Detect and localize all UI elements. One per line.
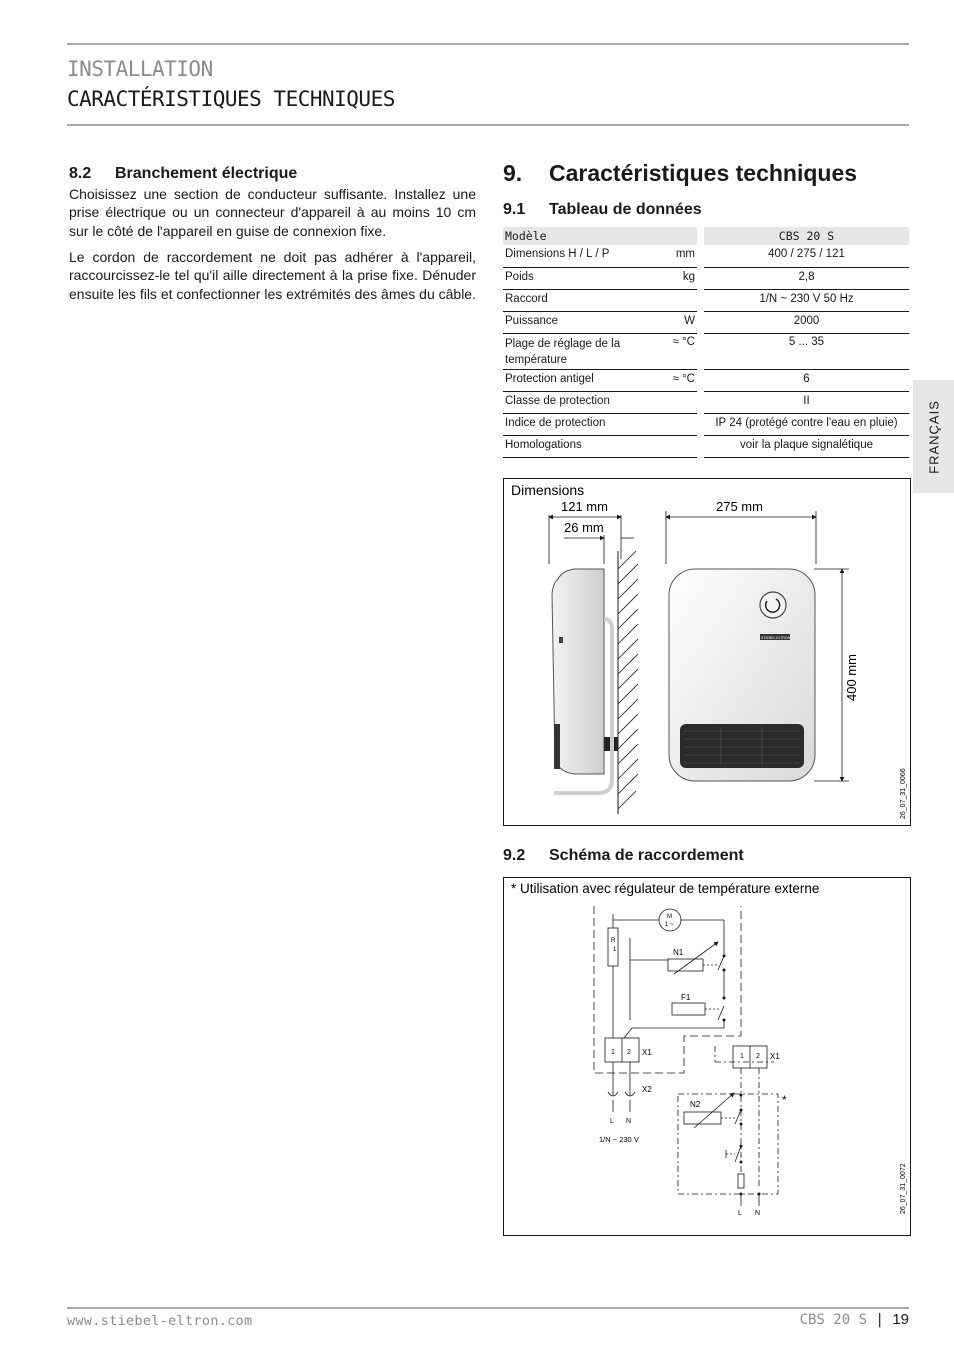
l-label: L: [610, 1118, 614, 1125]
footer-url: www.stiebel-eltron.com: [67, 1313, 253, 1329]
header-bottom-rule: [67, 124, 909, 126]
row-unit: W: [653, 311, 697, 333]
section-9-2-heading: [503, 847, 744, 865]
table-row: [503, 369, 909, 391]
header-top-rule: [67, 43, 909, 45]
row-label: Plage de réglage de la température: [503, 333, 653, 369]
figure-code: 26_07_31_0066: [900, 768, 907, 819]
paragraph-2: Le cordon de raccordement ne doit pas adhérer à l'appareil, raccourcissez-le tel qu'il aille directement à la prise fixe. Dénuder ensuite les fils et confectionner les extrémités des âmes du câble.: [69, 249, 476, 302]
data-table: [503, 227, 909, 458]
footer-separator: |: [875, 1312, 884, 1328]
section-title: Branchement électrique: [115, 165, 298, 182]
row-label: Protection antigel: [503, 369, 653, 391]
row-label: Poids: [503, 267, 653, 289]
supply-label: 1/N ~ 230 V: [599, 1135, 639, 1144]
row-label: Raccord: [503, 289, 653, 311]
terminal-1-label: 1: [740, 1053, 744, 1060]
language-tab: [913, 380, 954, 493]
row-unit: [653, 435, 697, 457]
section-title: Tableau de données: [549, 201, 702, 218]
paragraph-1: Choisissez une section de conducteur suffisante. Installez une prise électrique ou un connecteur d'appareil à au moins 10 cm sur le côté de l'appareil en guise de connexion fixe.: [69, 186, 476, 239]
section-number: 9.2: [503, 847, 526, 864]
x1-label: X1: [642, 1048, 652, 1057]
row-value: 2,8: [704, 267, 909, 289]
chapter-9-heading: [503, 160, 858, 187]
wiring-note: * Utilisation avec régulateur de température externe: [511, 881, 820, 896]
figure-code: 26_07_31_0072: [900, 1163, 907, 1214]
wall-hatching: [618, 551, 638, 809]
table-header-row: [503, 227, 909, 245]
section-9-1-heading: [503, 201, 702, 219]
row-label: Puissance: [503, 311, 653, 333]
page-number: 19: [892, 1311, 909, 1328]
fuse-icon: [738, 1174, 744, 1188]
svg-text:1 ~: 1 ~: [665, 922, 674, 928]
language-label: FRANÇAIS: [926, 399, 941, 474]
thermostat-knob-icon: [760, 592, 786, 618]
terminal-2-label: 2: [756, 1053, 760, 1060]
motor-label: M: [667, 914, 672, 920]
table-row: [503, 245, 909, 267]
row-value: II: [704, 391, 909, 413]
x1-label: X1: [770, 1052, 780, 1061]
footer-model: CBS 20 S: [799, 1312, 867, 1328]
row-value: IP 24 (protégé contre l'eau en pluie): [704, 413, 909, 435]
row-unit: kg: [653, 267, 697, 289]
row-value: 1/N ~ 230 V 50 Hz: [704, 289, 909, 311]
row-label: Classe de protection: [503, 391, 653, 413]
row-value: 6: [704, 369, 909, 391]
external-star: *: [782, 1093, 787, 1107]
table-row: [503, 289, 909, 311]
row-label: Homologations: [503, 435, 653, 457]
wiring-diagram: [503, 877, 911, 1236]
header-section-label: INSTALLATION: [67, 57, 213, 81]
wiring-drawing: [504, 878, 910, 1235]
row-unit: [653, 391, 697, 413]
dim-121: 121 mm: [561, 499, 608, 514]
f1-label: F1: [681, 993, 691, 1002]
section-number: 9.1: [503, 201, 526, 218]
row-unit: [653, 413, 697, 435]
table-row: [503, 311, 909, 333]
n-label: N: [755, 1210, 761, 1217]
brand-label: STIEBEL ELTRON: [761, 636, 791, 640]
row-label: Indice de protection: [503, 413, 653, 435]
table-header-label: Modèle: [503, 227, 697, 245]
n1-label: N1: [673, 948, 684, 957]
row-value: 2000: [704, 311, 909, 333]
r1-label: R: [611, 938, 616, 944]
limiter-f1: [672, 1003, 705, 1015]
row-unit: [653, 289, 697, 311]
table-row: [503, 413, 909, 435]
dimensions-drawing: [504, 479, 910, 825]
row-value: 5 ... 35: [704, 333, 909, 369]
terminal-2-label: 2: [627, 1049, 631, 1056]
row-unit: ≈ °C: [653, 333, 697, 369]
row-unit: mm: [653, 245, 697, 267]
dimensions-title: Dimensions: [511, 482, 585, 498]
l-label: L: [738, 1210, 742, 1217]
row-label: Dimensions H / L / P: [503, 245, 653, 267]
n2-label: N2: [690, 1100, 701, 1109]
table-row: [503, 391, 909, 413]
terminal-1-label: 1: [611, 1049, 615, 1056]
table-row: [503, 435, 909, 457]
row-value: 400 / 275 / 121: [704, 245, 909, 267]
x2-label: X2: [642, 1085, 652, 1094]
footer-page-info: [800, 1311, 909, 1328]
section-8-2-heading: [69, 165, 298, 183]
thermostat-n1: [668, 959, 703, 971]
chapter-title: Caractéristiques techniques: [549, 160, 858, 186]
section-title: Schéma de raccordement: [549, 847, 744, 864]
dim-275: 275 mm: [716, 499, 763, 514]
air-outlet-grille: [680, 724, 804, 768]
external-regulator-enclosure: [678, 1094, 778, 1194]
dimensions-figure: [503, 478, 911, 826]
chapter-number: 9.: [503, 160, 523, 186]
footer-rule: [67, 1307, 909, 1309]
row-unit: ≈ °C: [653, 369, 697, 391]
table-header-value: CBS 20 S: [704, 227, 909, 245]
table-row: [503, 333, 909, 369]
dim-26: 26 mm: [564, 520, 604, 535]
dim-400: 400 mm: [844, 654, 859, 701]
row-value: voir la plaque signalétique: [704, 435, 909, 457]
thermostat-n2: [684, 1112, 721, 1124]
page-title: CARACTÉRISTIQUES TECHNIQUES: [67, 87, 395, 111]
svg-text:1: 1: [613, 947, 617, 953]
section-number: 8.2: [69, 165, 92, 182]
n-label: N: [626, 1118, 632, 1125]
table-row: [503, 267, 909, 289]
